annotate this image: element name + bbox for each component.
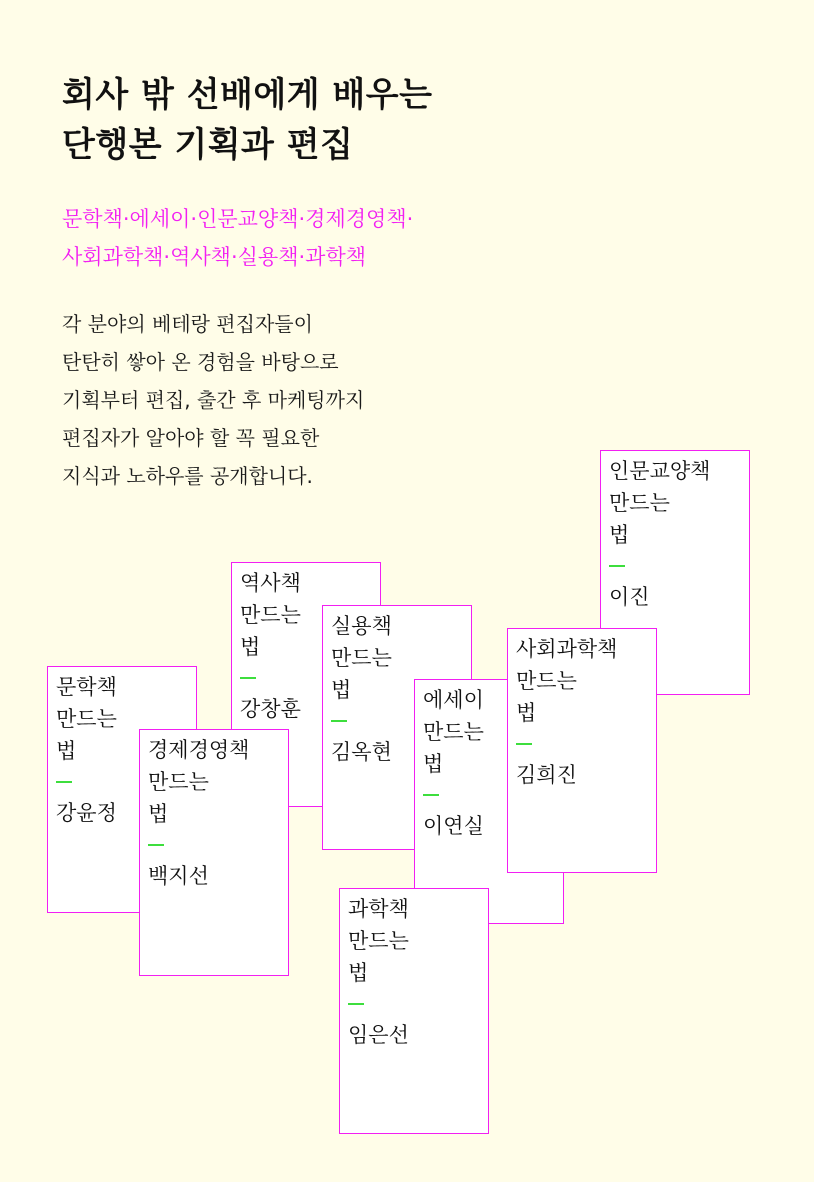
green-dash: [348, 1003, 364, 1005]
green-dash: [56, 781, 72, 783]
card-author: 김옥현: [331, 740, 392, 764]
card-author: 강창훈: [240, 697, 301, 721]
card-author: 백지선: [148, 864, 209, 888]
card-social-science: [507, 628, 657, 873]
description-line: 기획부터 편집, 출간 후 마케팅까지: [62, 388, 365, 412]
description-line: 각 분야의 베테랑 편집자들이: [62, 312, 313, 336]
description-line: 탄탄히 쌓아 온 경험을 바탕으로: [62, 350, 339, 374]
card-subtitle-end: 법: [423, 752, 444, 776]
description: [62, 305, 364, 495]
genre-list-line-1: 문학책·에세이·인문교양책·경제경영책·: [62, 207, 414, 231]
card-subtitle: 만드는: [609, 491, 670, 515]
card-subtitle-end: 법: [148, 802, 169, 826]
card-genre: 문학책: [56, 675, 117, 699]
card-science: [339, 888, 489, 1134]
description-line: 편집자가 알아야 할 꼭 필요한: [62, 426, 320, 450]
card-subtitle: 만드는: [423, 720, 484, 744]
card-subtitle: 만드는: [56, 707, 117, 731]
card-subtitle-end: 법: [56, 739, 77, 763]
card-subtitle: 만드는: [516, 669, 577, 693]
description-line: 지식과 노하우를 공개합니다.: [62, 464, 313, 488]
book-title: [62, 70, 432, 170]
card-subtitle: 만드는: [240, 603, 301, 627]
card-author: 강윤정: [56, 801, 117, 825]
card-genre: 실용책: [331, 614, 392, 638]
genre-list-line-2: 사회과학책·역사책·실용책·과학책: [62, 245, 367, 269]
card-economics: [139, 729, 289, 976]
green-dash: [423, 794, 439, 796]
card-author: 이연실: [423, 814, 484, 838]
card-genre: 에세이: [423, 688, 484, 712]
card-author: 이진: [609, 585, 650, 609]
card-genre: 과학책: [348, 897, 409, 921]
card-genre: 역사책: [240, 571, 301, 595]
green-dash: [516, 743, 532, 745]
green-dash: [609, 565, 625, 567]
card-author: 임은선: [348, 1023, 409, 1047]
book-title-line-1: 회사 밖 선배에게 배우는: [62, 75, 433, 115]
green-dash: [331, 720, 347, 722]
green-dash: [240, 677, 256, 679]
green-dash: [148, 844, 164, 846]
card-genre: 경제경영책: [148, 738, 250, 762]
card-genre: 사회과학책: [516, 637, 618, 661]
genre-list: [62, 200, 413, 276]
card-subtitle: 만드는: [348, 929, 409, 953]
card-subtitle-end: 법: [348, 961, 369, 985]
card-subtitle-end: 법: [609, 523, 630, 547]
card-subtitle-end: 법: [331, 678, 352, 702]
book-title-line-2: 단행본 기획과 편집: [62, 125, 354, 165]
card-author: 김희진: [516, 763, 577, 787]
card-subtitle-end: 법: [240, 635, 261, 659]
card-subtitle: 만드는: [331, 646, 392, 670]
card-subtitle: 만드는: [148, 770, 209, 794]
card-subtitle-end: 법: [516, 701, 537, 725]
card-genre: 인문교양책: [609, 459, 711, 483]
